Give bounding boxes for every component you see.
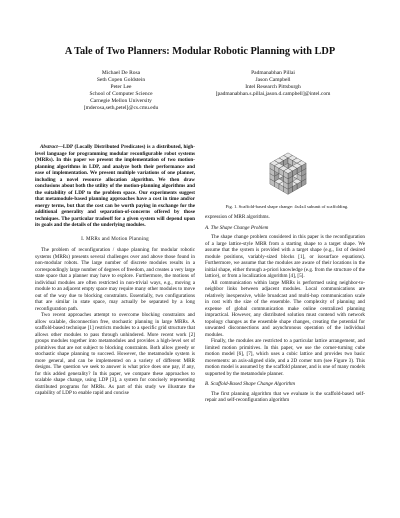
author-affiliation: Carnegie Mellon University [90,98,152,104]
paper-title: A Tale of Two Planners: Modular Robotic Planning with LDP [64,46,336,57]
body-paragraph: The first planning algorithm that we evaluate is the scaffold-based self-repair and self-reconfiguration algorithm [205,390,365,403]
author-name: Michael De Rosa [101,70,141,76]
body-paragraph: Two recent approaches attempt to overcome blocking constraints and allow scalable, disconnection free, stochastic planning in large MRRs. A scaffold-based technique [1] restricts modules to a specific grid structure that allows other modules to pass through unhindered. More recent work [2] groups modules together into metamodules and provides a high-level set of primitives that are not subject to blocking constraints. Both allow greedy or stochastic shape planning to succeed. However, the metamodule system is more general, and can be implemented on a variety of different MRR designs. The question we seek to answer is what price does one pay, if any, for this added generality? In this paper, we compare these approaches to scalable shape change, using LDP [3], a system for concisely representing distributed programs for MRRs. As part of this study we illustrate the capability of LDP to enable rapid and concise [35,312,195,396]
left-column [35,144,195,397]
author-name: Seth Copen Goldstein [96,77,146,83]
author-name: Peter Lee [110,84,132,90]
body-paragraph: The shape change problem considered in this paper is the reconfiguration of a large lattice-style MRR from a starting shape to a target shape. We assume that the system is provided with a target shape (e.g., list of desired module positions, variably-sized blocks [1], or isosurface equations). Furthermore, we assume that the modules are aware of their locations in the initial shape, either through a-priori knowledge (e.g. from the structure of the lattice), or from a localization algorithm [4], [5]. [205,234,365,279]
abstract-label: Abstract [40,144,58,150]
body-paragraph: expression of MRR algorithms. [205,214,270,220]
figure-caption: Fig. 1. Scaffold-based shape change: 4x4x4 subunit of scaffolding. [225,204,349,209]
right-column [205,214,365,404]
author-block-right [214,70,332,98]
author-name: Padmanabhan Pillai [251,70,295,76]
author-affiliation: Intel Research Pittsburgh [245,84,301,90]
body-paragraph: All communication within large MRRs is performed using neighbor-to-neighbor links between adjacent modules. Local communications are relatively inexpensive, while broadcast and multi-hop communication scale in cost with the size of the ensemble. The complexity of planning and expense of global communication make online centralized planning impractical. However, any distributed solution must contend with network topology changes as the ensemble shape changes, creating the potential for unwanted disconnections and asynchronous operation of the individual modules. [205,279,365,338]
abstract-text: —LDP (Locally Distributed Predicates) is a distributed, high-level language for programming modular reconfigurable robot systems (MRRs). In this paper we present the implementation of two motion-planning algorithms in LDP, and analyze both their performance and ease of implementation. We present multiple variations of one planner, including a novel resource allocation algorithm. We then draw conclusions about both the utility of the motion-planning algorithms and the suitability of LDP to the problem space. Our experiments suggest that metamodule-based planning approaches have a cost in time and/or energy terms, but that the cost can be worth paying in exchange for the additional generality and separation-of-concerns offered by those techniques. The particular tradeoff for a given system will depend upon its goals and the details of the underlying modules. [35,144,195,228]
author-email: [padmanabhan.s.pillai,jason.d.campbell]@intel.com [215,91,331,97]
subsection-heading: B. Scaffold-Based Shape Change Algorithm [205,381,295,387]
scaffold-cube-figure [250,140,326,200]
author-affiliation: School of Computer Science [89,91,153,97]
author-block-left [62,70,180,112]
abstract [35,144,195,229]
body-paragraph: Finally, the modules are restricted to a particular lattice arrangement, and limited motion primitives. In this paper, we use the corner-turning cube motion model [6], [7], which uses a cubic lattice and provides two basic movements: an axis-aligned slide, and a 2D corner turn (see Figure 3). This motion model is assumed by the scaffold planner, and is one of many models supported by the metamodule planner. [205,338,365,377]
author-name: Jason Campbell [255,77,291,83]
body-paragraph: The problem of reconfiguration / shape planning for modular robotic systems (MRRs) presents several challenges over and above those found in non-modular robots. The large number of discrete modules results in a correspondingly large number of degrees of freedom, and creates a very large state space that a planner may have to explore. Furthermore, the motions of individual modules are often restricted in non-trivial ways, e.g., moving a module to an adjacent empty space may require many other modules to move out of the way due to blocking constraints. Essentially, two configurations that are similar in state space, may actually be separated by a long reconfiguration path. [35,247,195,312]
subsection-heading: A. The Shape Change Problem [205,224,269,231]
author-email: [mderosa,seth,petel]@cs.cmu.edu [83,105,159,111]
section-heading: I. MRRs and Motion Planning [81,235,149,242]
